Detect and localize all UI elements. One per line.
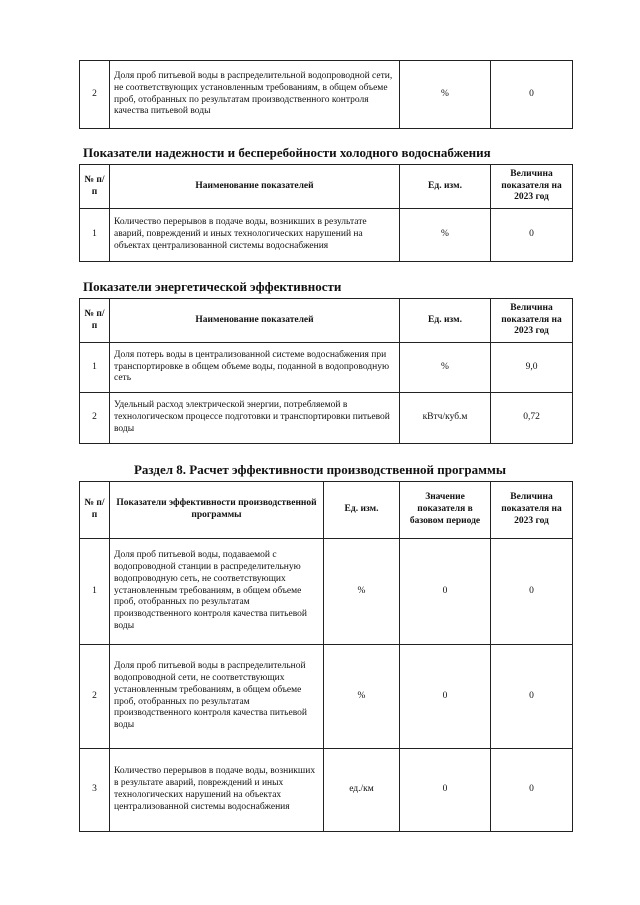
table-row <box>80 539 573 645</box>
unit: кВтч/куб.м <box>400 393 491 444</box>
base-value: 0 <box>400 539 491 645</box>
table-row <box>80 749 573 832</box>
value: 0 <box>491 209 573 262</box>
value: 0,72 <box>491 393 573 444</box>
header-name: Наименование показателей <box>110 165 400 209</box>
indicator-name: Доля проб питьевой воды в распределительной водопроводной сети, не соответствующих установленным требованиям, в общем объеме проб, отобранных по результатам производственного контроля качества питьевой воды <box>110 61 400 129</box>
table-row <box>80 343 573 393</box>
energy-table <box>79 298 573 444</box>
unit: % <box>400 61 491 129</box>
section8-table <box>79 481 573 832</box>
unit: % <box>400 209 491 262</box>
row-number: 1 <box>80 209 110 262</box>
unit: ед./км <box>324 749 400 832</box>
header-unit: Ед. изм. <box>324 482 400 539</box>
section8-heading: Раздел 8. Расчет эффективности производственной программы <box>133 462 507 477</box>
indicator-name: Доля проб питьевой воды в распределительной водопроводной сети, не соответствующих установленным требованиям, в общем объеме проб, отобранных по результатам производственного контроля качества питьевой воды <box>110 645 324 749</box>
table-row <box>80 61 573 129</box>
table-header-row <box>80 299 573 343</box>
table-header-row <box>80 482 573 539</box>
table-row <box>80 393 573 444</box>
header-base: Значение показателя в базовом периоде <box>400 482 491 539</box>
indicator-name: Доля потерь воды в централизованной системе водоснабжения при транспортировке в общем объеме воды, поданной в водопроводную сеть <box>110 343 400 393</box>
unit: % <box>324 539 400 645</box>
header-unit: Ед. изм. <box>400 165 491 209</box>
table-row <box>80 209 573 262</box>
header-num: № п/п <box>80 482 110 539</box>
indicator-name: Доля проб питьевой воды, подаваемой с водопроводной станции в распределительную водопроводную сеть, не соответствующих установленным требованиям, в общем объеме проб, отобранных по результатам производственного контроля качества питьевой воды <box>110 539 324 645</box>
indicator-name: Количество перерывов в подаче воды, возникших в результате аварий, повреждений и иных технологических нарушений на объектах централизованной системы водоснабжения <box>110 209 400 262</box>
table-header-row <box>80 165 573 209</box>
value: 0 <box>491 61 573 129</box>
value: 9,0 <box>491 343 573 393</box>
unit: % <box>324 645 400 749</box>
header-value: Величина показателя на 2023 год <box>491 165 573 209</box>
header-num: № п/п <box>80 299 110 343</box>
indicator-name: Удельный расход электрической энергии, потребляемой в технологическом процессе подготовки и транспортировки питьевой воды <box>110 393 400 444</box>
row-number: 2 <box>80 393 110 444</box>
row-number: 1 <box>80 539 110 645</box>
header-name: Наименование показателей <box>110 299 400 343</box>
header-unit: Ед. изм. <box>400 299 491 343</box>
unit: % <box>400 343 491 393</box>
top-table <box>79 60 573 129</box>
reliability-heading: Показатели надежности и бесперебойности холодного водоснабжения <box>83 145 491 160</box>
value: 0 <box>491 749 573 832</box>
header-value: Величина показателя на 2023 год <box>491 299 573 343</box>
header-num: № п/п <box>80 165 110 209</box>
base-value: 0 <box>400 645 491 749</box>
value: 0 <box>491 645 573 749</box>
header-name: Показатели эффективности производственной программы <box>110 482 324 539</box>
base-value: 0 <box>400 749 491 832</box>
row-number: 2 <box>80 61 110 129</box>
row-number: 3 <box>80 749 110 832</box>
value: 0 <box>491 539 573 645</box>
reliability-table <box>79 164 573 262</box>
energy-heading: Показатели энергетической эффективности <box>83 279 342 294</box>
indicator-name: Количество перерывов в подаче воды, возникших в результате аварий, повреждений и иных технологических нарушений на объектах централизованной системы водоснабжения <box>110 749 324 832</box>
header-value: Величина показателя на 2023 год <box>491 482 573 539</box>
table-row <box>80 645 573 749</box>
row-number: 1 <box>80 343 110 393</box>
row-number: 2 <box>80 645 110 749</box>
